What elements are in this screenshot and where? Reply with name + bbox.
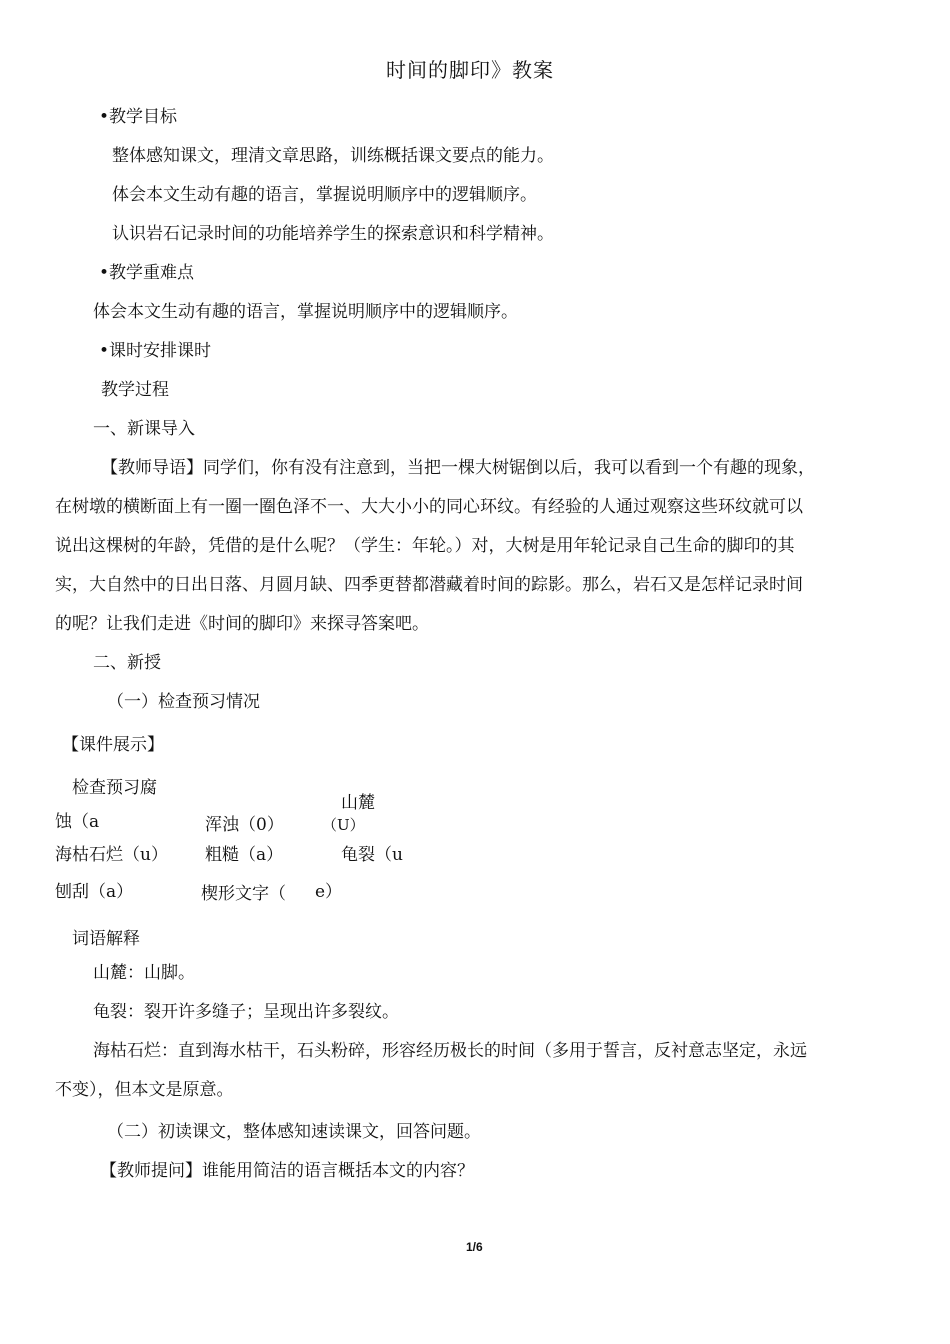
page-number: 1/6 [466,1240,483,1254]
goal-item: 认识岩石记录时间的功能培养学生的探索意识和科学精神。 [112,224,554,244]
word-item: 山麓 [341,793,375,813]
intro-paragraph-line: 【教师导语】同学们，你有没有注意到，当把一棵大树锯倒以后，我可以看到一个有趣的现象， [101,458,815,478]
preview-check-title: 检查预习腐 [72,778,157,798]
word-item: 楔形文字（ [201,884,286,904]
section-heading-key-points: •教学重难点 [99,263,195,283]
word-item: （U） [322,816,365,834]
goal-item: 整体感知课文，理清文章思路，训练概括课文要点的能力。 [112,146,554,166]
word-item: 刨刮（a） [55,882,134,902]
section-heading-goals: •教学目标 [99,107,178,127]
vocab-title: 词语解释 [72,929,140,949]
goal-item: 体会本文生动有趣的语言，掌握说明顺序中的逻辑顺序。 [112,185,537,205]
intro-paragraph-line: 实，大自然中的日出日落、月圆月缺、四季更替都潜藏着时间的踪影。那么，岩石又是怎样记录时间 [55,575,803,595]
word-item: 海枯石烂（u） [55,845,168,865]
vocab-item: 海枯石烂：直到海水枯干，石头粉碎，形容经历极长的时间（多用于誓言，反衬意志坚定，永远 [93,1041,807,1061]
part-heading-intro: 一、新课导入 [93,419,195,439]
sub-heading-preview-check: （一）检查预习情况 [107,692,260,712]
process-heading: 教学过程 [101,380,169,400]
document-title: 时间的脚印》教案 [386,58,554,82]
intro-paragraph-line: 的呢？让我们走进《时间的脚印》来探寻答案吧。 [55,614,429,634]
vocab-item: 龟裂：裂开许多缝子；呈现出许多裂纹。 [93,1002,399,1022]
word-item: 蚀（a [55,812,100,832]
teacher-question: 【教师提问】谁能用简洁的语言概括本文的内容？ [100,1161,474,1181]
word-item: 浑浊（0） [205,815,284,835]
vocab-item: 不变），但本文是原意。 [55,1080,234,1100]
key-point-item: 体会本文生动有趣的语言，掌握说明顺序中的逻辑顺序。 [93,302,518,322]
word-item: e） [315,882,343,902]
sub-heading-first-reading: （二）初读课文，整体感知速读课文，回答问题。 [107,1122,481,1142]
intro-paragraph-line: 在树墩的横断面上有一圈一圈色泽不一、大大小小的同心环纹。有经验的人通过观察这些环纹就可以 [55,497,803,517]
section-heading-schedule: •课时安排课时 [99,341,212,361]
vocab-item: 山麓：山脚。 [93,963,195,983]
word-item: 粗糙（a） [205,845,284,865]
part-heading-new-lesson: 二、新授 [93,653,161,673]
intro-paragraph-line: 说出这棵树的年龄，凭借的是什么呢？（学生：年轮。）对，大树是用年轮记录自己生命的脚印的其 [55,536,795,556]
courseware-label: 【课件展示】 [62,735,164,755]
word-item: 龟裂（u [341,845,403,865]
